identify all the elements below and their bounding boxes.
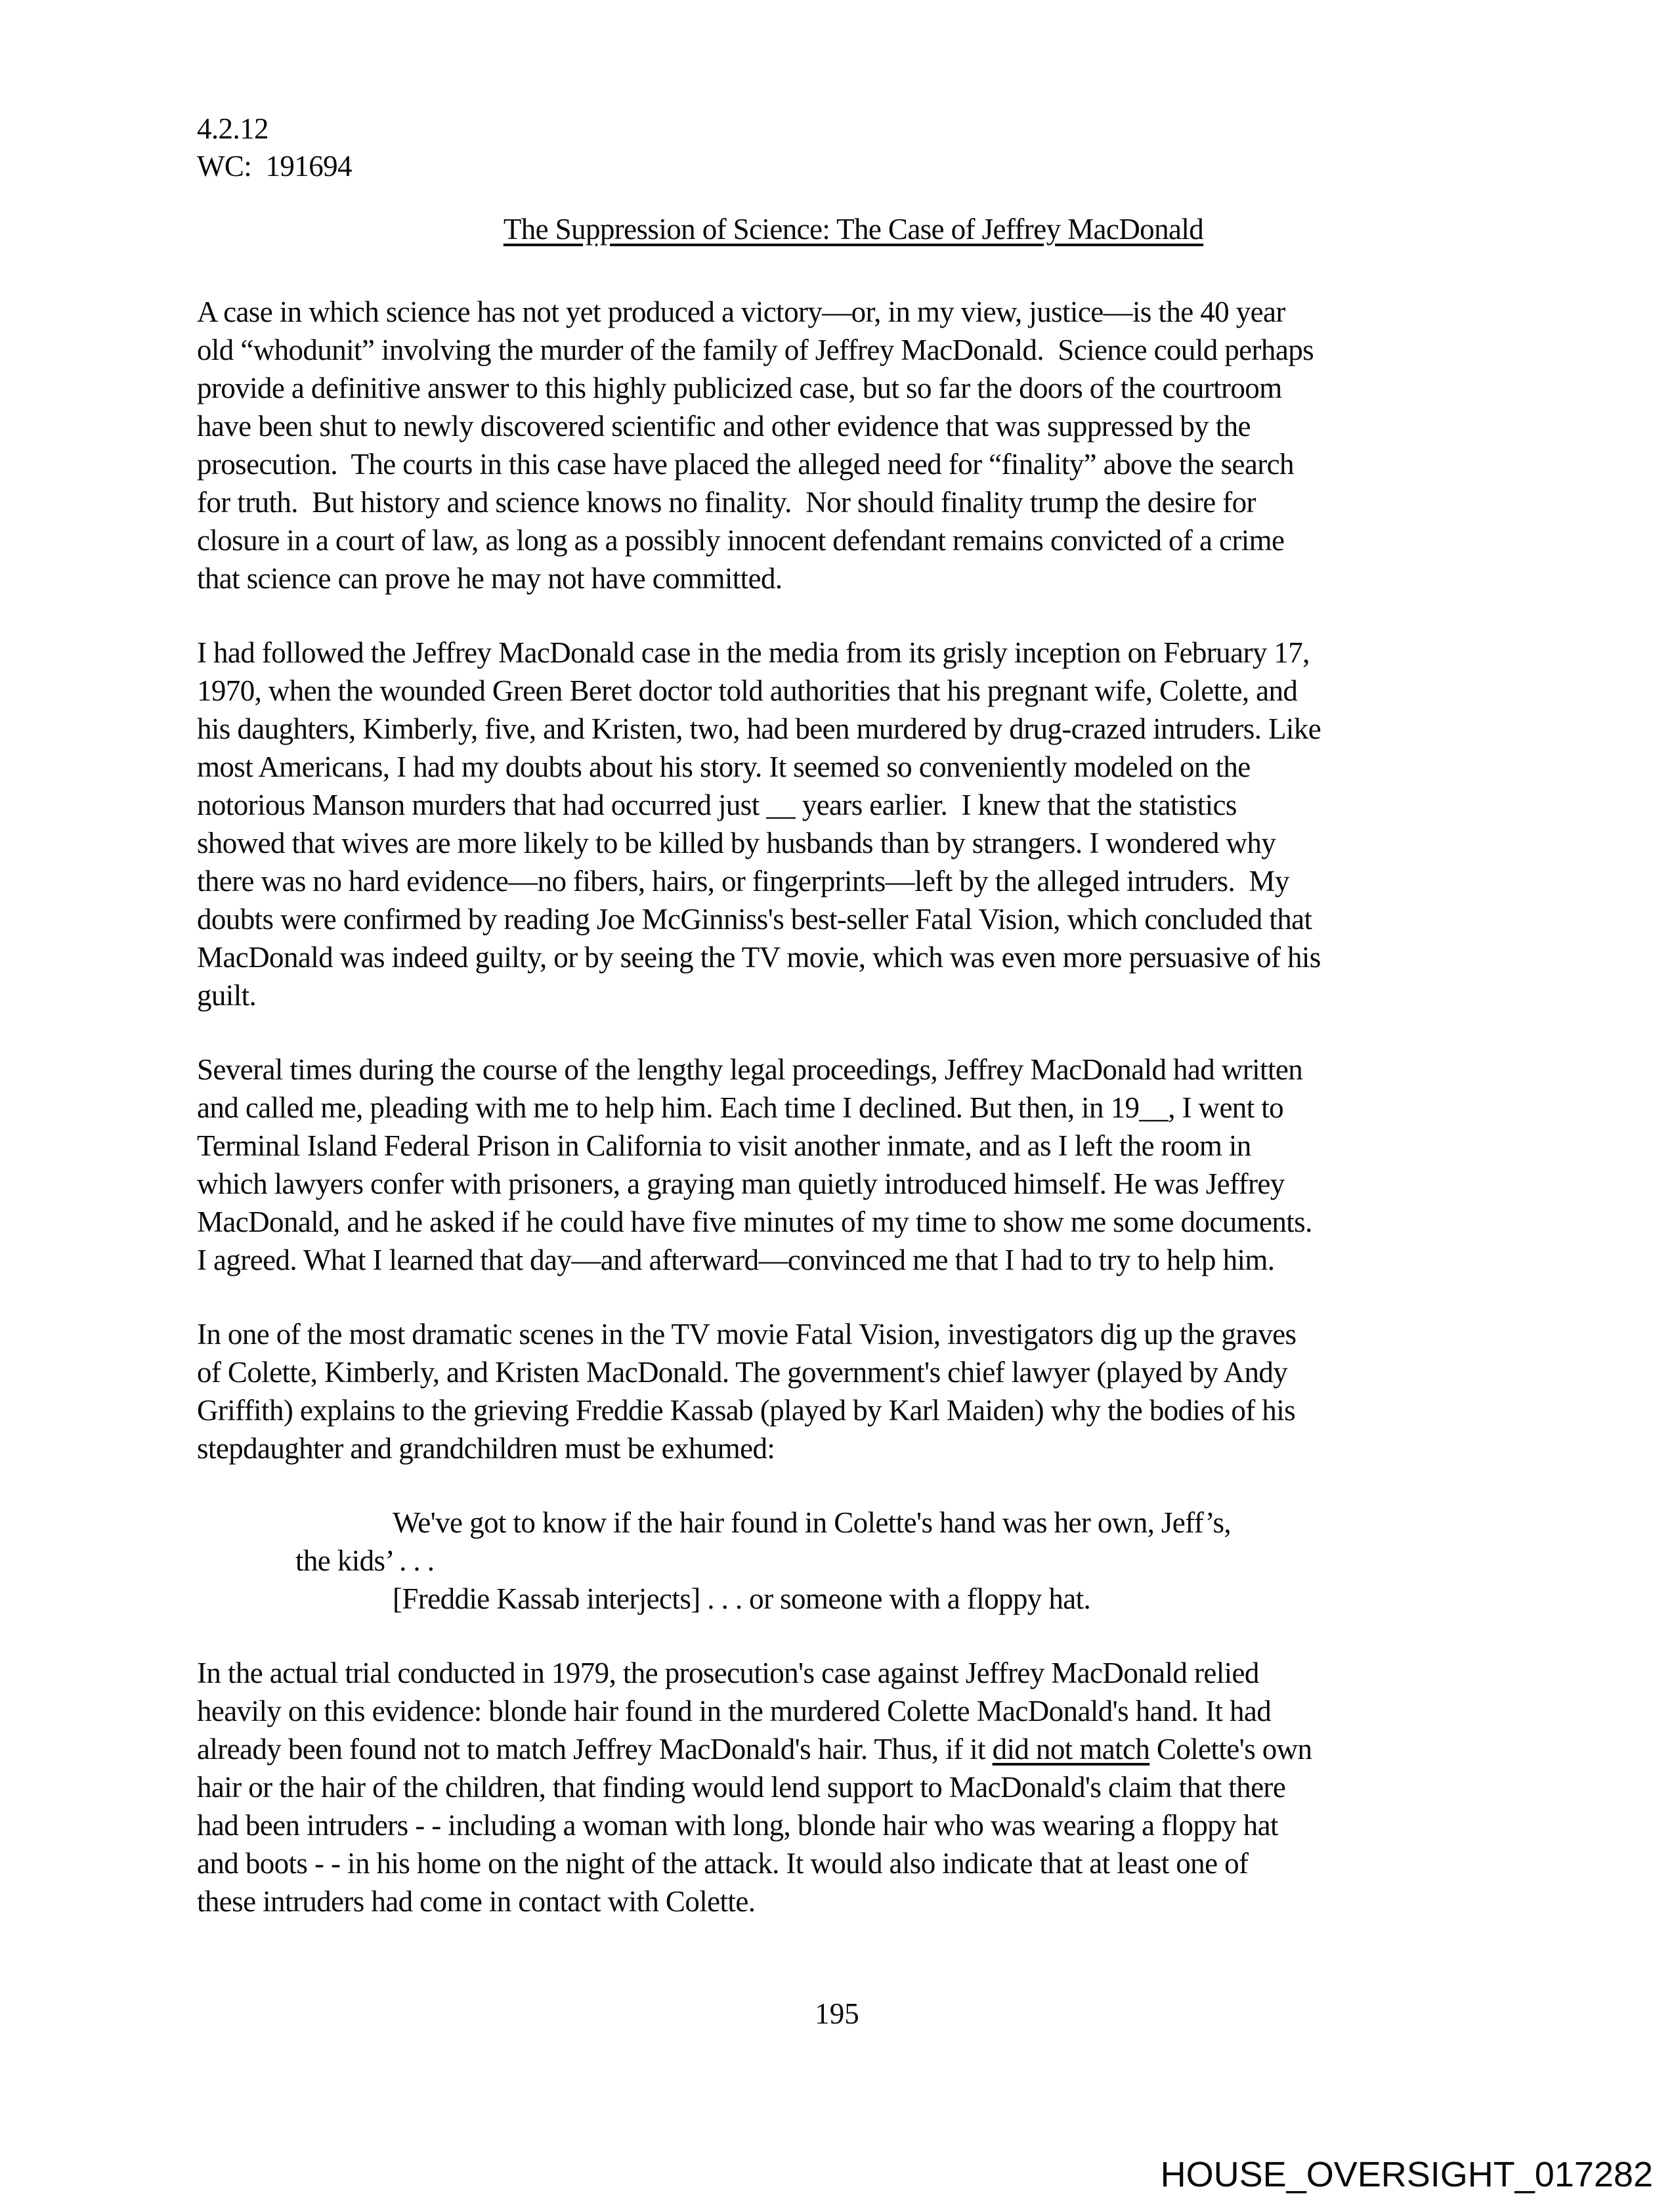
text-segment: MacDonald was indeed guilty, or by seeing the TV movie, which was even more persuasive of his — [197, 941, 1321, 974]
text-segment: that science can prove he may not have committed. — [197, 562, 783, 595]
document-header — [197, 110, 1510, 185]
text-line — [197, 1051, 1510, 1089]
text-segment: have been shut to newly discovered scientific and other evidence that was suppressed by the — [197, 410, 1251, 443]
text-segment: there was no hard evidence—no fibers, hairs, or fingerprints—left by the alleged intruders. My — [197, 865, 1289, 898]
text-line — [197, 1692, 1510, 1730]
text-line — [197, 1768, 1510, 1806]
text-line — [197, 1580, 1510, 1618]
text-segment: 1970, when the wounded Green Beret doctor told authorities that his pregnant wife, Colette, and — [197, 674, 1298, 707]
text-line — [197, 331, 1510, 369]
text-segment: and called me, pleading with me to help him. Each time I declined. But then, in 19__, I went to — [197, 1091, 1284, 1124]
text-segment: these intruders had come in contact with Colette. — [197, 1885, 756, 1918]
document-title: The Suppression of Science: The Case of Jeffrey MacDonald — [503, 213, 1204, 246]
text-line — [197, 900, 1510, 938]
text-segment: Terminal Island Federal Prison in California to visit another inmate, and as I left the room in — [197, 1129, 1251, 1162]
text-line — [197, 1806, 1510, 1844]
text-line — [197, 786, 1510, 824]
text-line — [197, 1542, 1510, 1580]
text-line — [197, 1203, 1510, 1241]
underlined-text: did not match — [992, 1733, 1150, 1766]
text-line — [197, 1315, 1510, 1353]
text-segment: showed that wives are more likely to be killed by husbands than by strangers. I wondered why — [197, 827, 1276, 859]
text-line — [197, 1089, 1510, 1127]
text-line — [197, 1127, 1510, 1165]
text-segment: doubts were confirmed by reading Joe McGinniss's best-seller Fatal Vision, which concluded that — [197, 903, 1312, 936]
text-line — [197, 1882, 1510, 1920]
text-line — [197, 1165, 1510, 1203]
paragraph-3 — [197, 1051, 1510, 1279]
text-line — [197, 1730, 1510, 1768]
text-segment: guilt. — [197, 979, 257, 1012]
text-segment: I had followed the Jeffrey MacDonald case in the media from its grisly inception on February 17, — [197, 636, 1310, 669]
text-line — [197, 445, 1510, 483]
text-segment: We've got to know if the hair found in Colette's hand was her own, Jeff’s, — [393, 1506, 1232, 1539]
text-segment: for truth. But history and science knows no finality. Nor should finality trump the desire for — [197, 486, 1256, 519]
header-word-count: WC: 191694 — [197, 150, 352, 183]
text-segment: closure in a court of law, as long as a possibly innocent defendant remains convicted of a crime — [197, 524, 1285, 557]
text-segment: and boots - - in his home on the night of the attack. It would also indicate that at least one of — [197, 1847, 1249, 1880]
text-segment: old “whodunit” involving the murder of the family of Jeffrey MacDonald. Science could perhaps — [197, 334, 1314, 366]
text-segment: the kids’ . . . — [295, 1544, 435, 1577]
text-segment: already been found not to match Jeffrey MacDonald's hair. Thus, if it — [197, 1733, 993, 1766]
bates-number: HOUSE_OVERSIGHT_017282 — [1160, 2155, 1653, 2194]
text-segment: provide a definitive answer to this highly publicized case, but so far the doors of the courtroom — [197, 372, 1282, 404]
header-date: 4.2.12 — [197, 112, 268, 145]
text-line — [197, 407, 1510, 445]
text-line — [197, 1391, 1510, 1429]
paragraph-1 — [197, 293, 1510, 597]
block-quote — [197, 1504, 1510, 1618]
text-line — [197, 1353, 1510, 1391]
text-line — [197, 672, 1510, 710]
text-line — [197, 1654, 1510, 1692]
text-line — [197, 710, 1510, 748]
paragraph-4 — [197, 1315, 1510, 1467]
text-line — [197, 938, 1510, 976]
text-segment: notorious Manson murders that had occurred just __ years earlier. I knew that the statistics — [197, 789, 1237, 821]
text-segment: A case in which science has not yet produced a victory—or, in my view, justice—is the 40 year — [197, 295, 1285, 328]
text-segment: his daughters, Kimberly, five, and Kristen, two, had been murdered by drug-crazed intruders. Like — [197, 712, 1321, 745]
text-segment: most Americans, I had my doubts about his story. It seemed so conveniently modeled on the — [197, 750, 1251, 783]
text-line — [197, 824, 1510, 862]
text-segment: I agreed. What I learned that day—and afterward—convinced me that I had to try to help him. — [197, 1244, 1275, 1276]
text-segment: of Colette, Kimberly, and Kristen MacDonald. The government's chief lawyer (played by Andy — [197, 1356, 1288, 1389]
text-segment: Griffith) explains to the grieving Freddie Kassab (played by Karl Maiden) why the bodies of his — [197, 1394, 1296, 1427]
text-segment: which lawyers confer with prisoners, a graying man quietly introduced himself. He was Jeffrey — [197, 1167, 1285, 1200]
text-line — [197, 559, 1510, 597]
text-segment: Several times during the course of the lengthy legal proceedings, Jeffrey MacDonald had written — [197, 1053, 1303, 1086]
text-segment: In one of the most dramatic scenes in the TV movie Fatal Vision, investigators dig up the graves — [197, 1318, 1297, 1351]
text-segment: [Freddie Kassab interjects] . . . or someone with a floppy hat. — [393, 1582, 1091, 1615]
text-segment: MacDonald, and he asked if he could have five minutes of my time to show me some documents. — [197, 1205, 1312, 1238]
text-segment: had been intruders - - including a woman with long, blonde hair who was wearing a floppy hat — [197, 1809, 1278, 1842]
text-segment: prosecution. The courts in this case have placed the alleged need for “finality” above the search — [197, 448, 1294, 481]
text-line — [197, 521, 1510, 559]
text-line — [197, 634, 1510, 672]
text-line — [197, 369, 1510, 407]
text-line — [197, 1844, 1510, 1882]
paragraph-5 — [197, 1654, 1510, 1920]
text-segment: In the actual trial conducted in 1979, the prosecution's case against Jeffrey MacDonald relied — [197, 1657, 1259, 1689]
text-line — [197, 1504, 1510, 1542]
text-line — [197, 483, 1510, 521]
text-segment: hair or the hair of the children, that finding would lend support to MacDonald's claim that there — [197, 1771, 1286, 1804]
text-segment: Colette's own — [1149, 1733, 1312, 1766]
text-line — [197, 1241, 1510, 1279]
text-segment: stepdaughter and grandchildren must be exhumed: — [197, 1432, 775, 1465]
page-number: 195 — [815, 1997, 859, 2030]
text-segment: heavily on this evidence: blonde hair found in the murdered Colette MacDonald's hand. It had — [197, 1695, 1272, 1727]
text-line — [197, 862, 1510, 900]
text-line — [197, 748, 1510, 786]
paragraph-2 — [197, 634, 1510, 1014]
text-line — [197, 1429, 1510, 1467]
text-line — [197, 293, 1510, 331]
text-line — [197, 976, 1510, 1014]
